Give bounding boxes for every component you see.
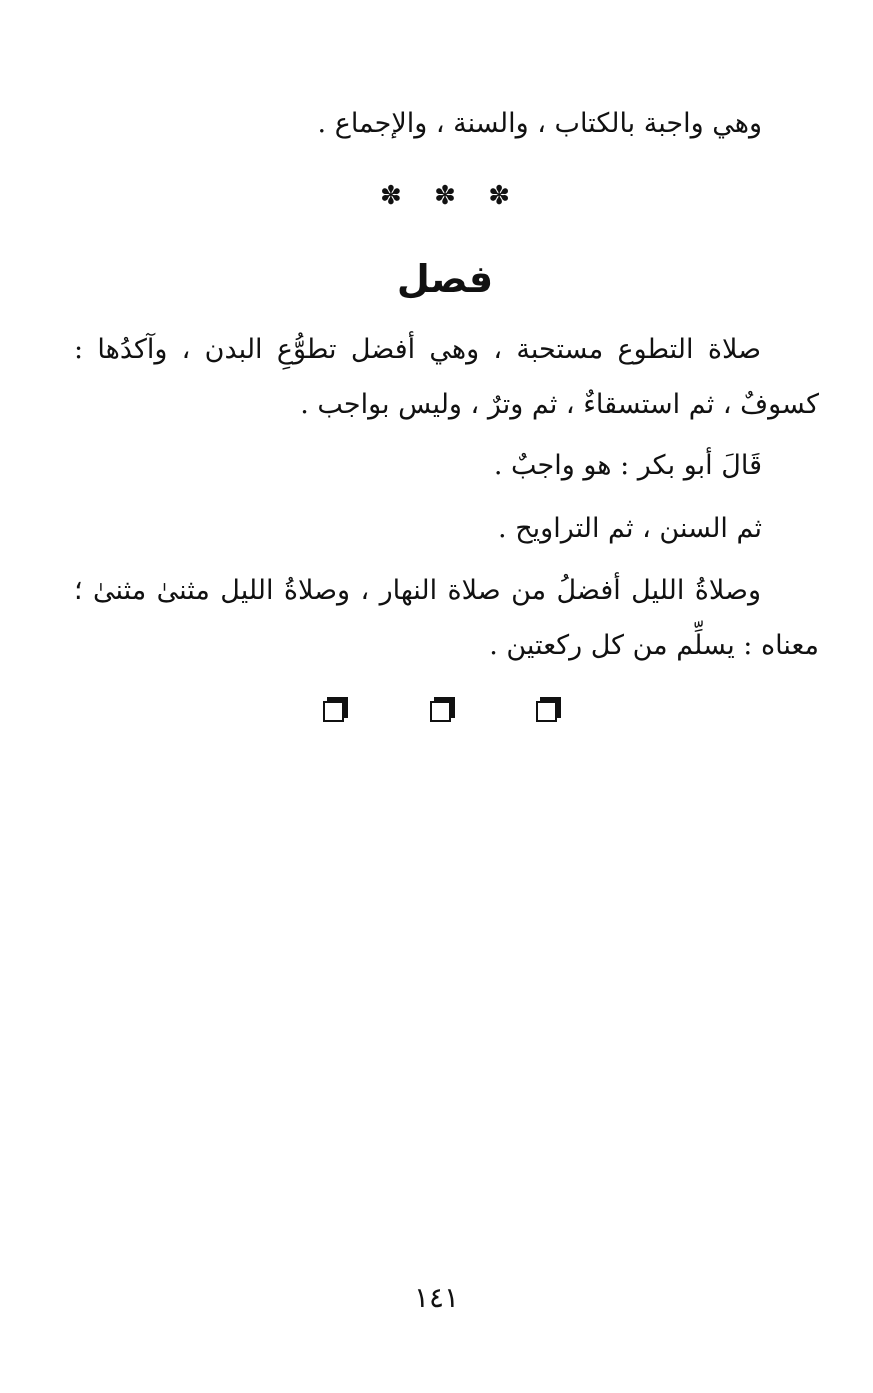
paragraph-line: كسوفٌ ، ثم استسقاءٌ ، ثم وترٌ ، وليس بواجب . (300, 389, 819, 420)
box-icon (430, 698, 454, 722)
paragraph-line: صلاة التطوع مستحبة ، وهي أفضل تطوُّعِ البدن ، وآكدُها : (74, 334, 761, 365)
page-number: ١٤١ (413, 1281, 460, 1314)
paragraph-line: معناه : يسلِّم من كل ركعتين . (489, 630, 819, 661)
star-icon: ✽ (434, 181, 456, 211)
paragraph-voluntary-prayer (74, 322, 819, 432)
star-icon: ✽ (488, 181, 510, 211)
star-separator (380, 178, 510, 214)
box-icon (323, 698, 347, 722)
abu-bakr-line: قَالَ أبو بكر : هو واجبٌ . (493, 450, 762, 481)
paragraph-night-prayer (74, 563, 819, 673)
paragraph-line: وصلاةُ الليل أفضلُ من صلاة النهار ، وصلاةُ الليل مثنىٰ مثنىٰ ؛ (74, 575, 761, 606)
intro-line: وهي واجبة بالكتاب ، والسنة ، والإجماع . (317, 108, 762, 139)
box-icon (536, 698, 560, 722)
star-icon: ✽ (380, 181, 402, 211)
sunan-line: ثم السنن ، ثم التراويح . (498, 513, 762, 544)
section-heading: فصل (396, 257, 494, 301)
section-end-marks (323, 698, 560, 722)
